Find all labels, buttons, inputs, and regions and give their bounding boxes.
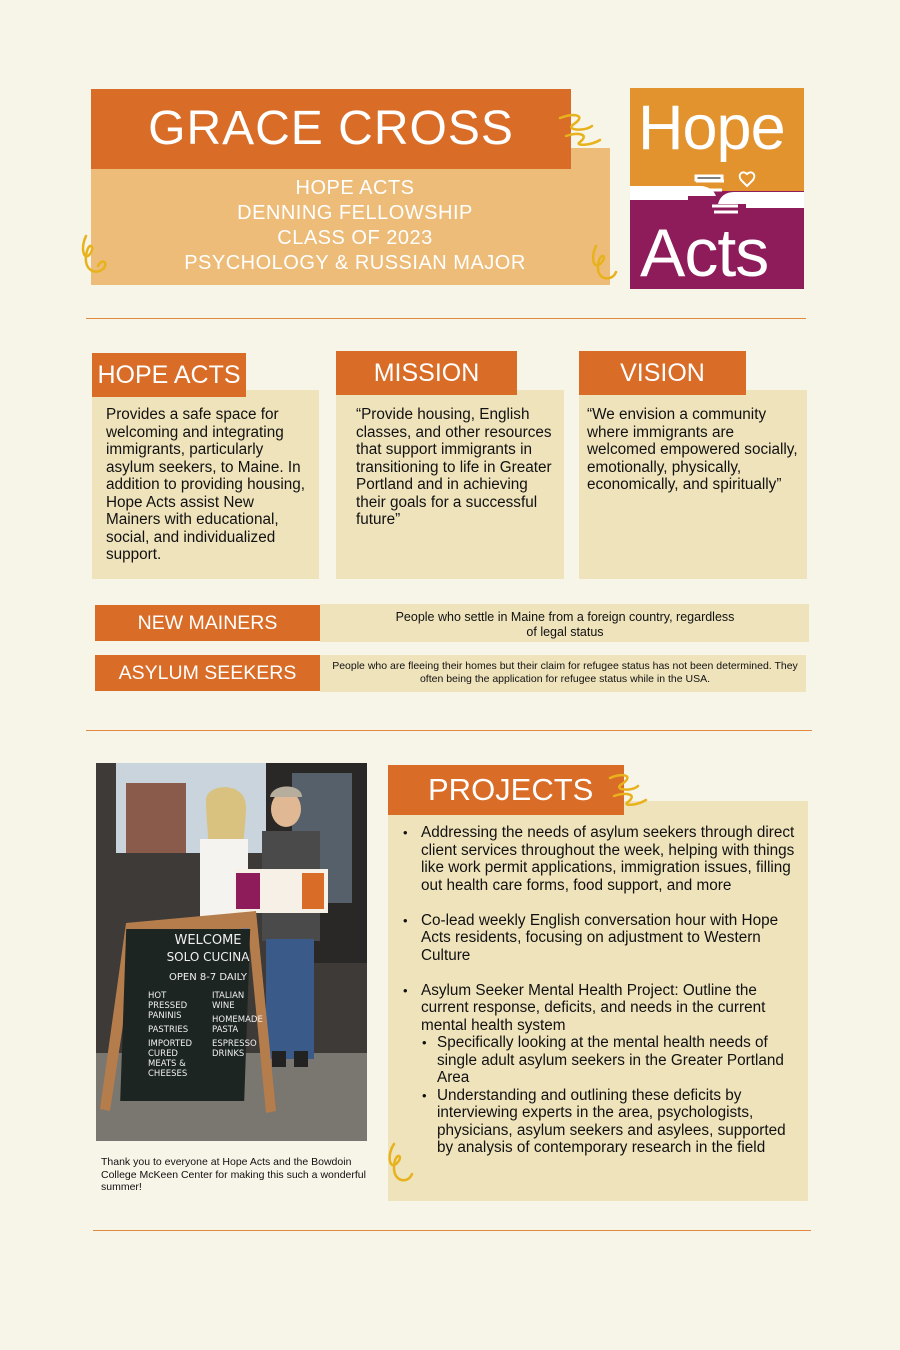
subtitle-line: CLASS OF 2023 [277,227,433,249]
logo-word-acts: Acts [640,215,769,291]
subtitle-lines [91,176,619,276]
divider [93,1230,811,1231]
definition-new-mainers: People who settle in Maine from a foreign country, regardless of legal status [395,610,735,639]
sign-line: OPEN 8-7 DAILY [168,972,248,983]
logo-word-hope: Hope [638,93,785,163]
chalkboard-sign [148,933,268,1079]
sign-line: WELCOME [174,933,242,948]
project-item-text: Asylum Seeker Mental Health Project: Outline the current response, deficits, and needs in the current mental health system [421,981,766,1034]
subtitle-line: DENNING FELLOWSHIP [237,202,473,224]
sign-line: PASTRIES [148,1025,189,1035]
definition-asylum-seekers: People who are fleeing their homes but their claim for refugee status has not been determined. They often being the application for refugee status while in the USA. [332,660,798,685]
hands-icon [630,168,804,218]
sign-line: HOMEMADE PASTA [212,1015,263,1035]
term-new-mainers: NEW MAINERS [95,605,320,641]
photo-caption: Thank you to everyone at Hope Acts and the Bowdoin College McKeen Center for making this such a wonderful summer! [101,1156,366,1193]
squiggle-icon [586,240,626,290]
name-bar [91,89,571,169]
hope-acts-text: Provides a safe space for welcoming and integrating immigrants, particularly asylum seekers, to Maine. In addition to providing housing, Hope Acts assist New Mainers with educational, social, and individualized support. [106,406,306,563]
vision-heading: VISION [579,351,746,395]
sign-line: IMPORTED CURED MEATS & CHEESES [148,1039,193,1079]
term-asylum-seekers: ASYLUM SEEKERS [95,655,320,691]
photo [96,763,367,1141]
poster-title: GRACE CROSS [148,102,514,155]
mission-heading: MISSION [336,351,517,395]
squiggle-icon [78,232,118,282]
sign-line: ITALIAN WINE [212,991,245,1011]
squiggle-icon [556,110,606,150]
hope-acts-logo [630,88,804,289]
divider [86,730,812,731]
vision-text: “We envision a community where immigrants are welcomed empowered socially, emotionally, physically, economically, and spiritually” [587,406,798,493]
sign-line: HOT PRESSED PANINIS [148,991,188,1021]
project-subitem: • Understanding and outlining these deficits by interviewing experts in the area, psychologists, physicians, asylum seekers and asylees, supported by analysis of contemporary research in the field [419,1087,798,1157]
divider [86,318,806,319]
subtitle-line: HOPE ACTS [295,177,415,199]
projects-heading-text: PROJECTS [428,772,594,807]
squiggle-icon [606,770,650,810]
projects-list [400,824,798,1157]
sign-line: ESPRESSO DRINKS [212,1039,257,1059]
project-item: • Co-lead weekly English conversation hour with Hope Acts residents, focusing on adjustment to Western Culture [400,912,798,965]
project-item: • Addressing the needs of asylum seekers through direct client services throughout the week, helping with things like work permit applications, immigration issues, filling out health care forms, food support, and more [400,824,798,894]
sign-line: SOLO CUCINA [166,950,250,964]
hope-acts-heading: HOPE ACTS [92,353,246,397]
project-item [400,982,798,1035]
project-subitem: • Specifically looking at the mental health needs of single adult asylum seekers in the Greater Portland Area [419,1034,798,1087]
mission-text: “Provide housing, English classes, and other resources that support immigrants in transitioning to life in Greater Portland and in achieving their goals for a successful future” [356,406,552,528]
subtitle-line: PSYCHOLOGY & RUSSIAN MAJOR [184,252,526,274]
projects-heading [388,765,624,815]
